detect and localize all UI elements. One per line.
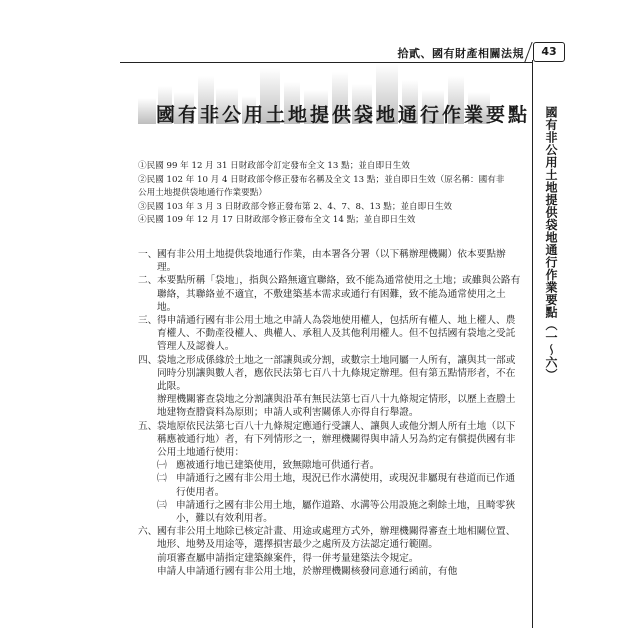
item-number: ㈢	[157, 499, 167, 511]
history-entry: ③民國 103 年 3 月 3 日財政部令修正發布第 2、4、7、8、13 點；並自即日生效	[138, 201, 453, 212]
article-paragraph: 前項審查屬申請指定建築線案件，得一併考量建築法令規定。	[157, 552, 419, 564]
article-item	[157, 499, 522, 525]
article	[138, 525, 522, 578]
article-number: 二、	[138, 275, 158, 287]
article-text: 國有非公用土地除已核定計畫、用途或處理方式外，辦理機關得審查土地相關位置、地形、地勢及用途等，選擇損害最少之處所及方法認定通行範圍。	[157, 526, 516, 551]
article-text: 本要點所稱「袋地」，指與公路無適宜聯絡，致不能為通常使用之土地；或雖與公路有聯絡，其聯絡並不適宜，不敷建築基本需求或通行有困難，致不能為通常使用之土地。	[157, 275, 521, 313]
article-text: 國有非公用土地提供袋地通行作業，由本署各分署（以下稱辦理機關）依本要點辦理。	[157, 249, 506, 274]
amendment-history	[138, 160, 512, 228]
article-number: 五、	[138, 420, 158, 432]
article-text: 袋地之形成係緣於土地之一部讓與或分割，或數宗土地同屬一人所有，讓與其一部或同時分別讓與數人者，應依民法第七百八十九條規定辦理。但有第五點情形者，不在此限。	[157, 354, 516, 393]
item-text: 應被通行地已建築使用，致無隙地可供通行者。	[176, 460, 380, 472]
article-paragraph: 辦理機關審查袋地之分割讓與沿革有無民法第七百八十九條規定情形，以歷上查謄土地建物查謄資料為原則；申請人或利害關係人亦得自行舉證。	[157, 394, 516, 419]
article	[138, 420, 522, 526]
article-number: 六、	[138, 526, 158, 538]
article	[138, 248, 522, 274]
article-text: 袋地原依民法第七百八十九條規定應通行受讓人、讓與人或他分割人所有土地（以下稱應被通行地）者，有下列情形之一，辦理機關得與申請人另為約定有償提供國有非公用土地通行使用：	[157, 420, 516, 459]
article-number: 三、	[138, 315, 158, 327]
article	[138, 354, 522, 420]
article-item	[157, 459, 522, 472]
article	[138, 314, 522, 354]
vertical-side-title: 國有非公用土地提供袋地通行作業要點（一～六）	[544, 106, 558, 381]
article-number: 一、	[138, 249, 158, 260]
article-paragraph: 申請人申請通行國有非公用土地，於辦理機關核發同意通行函前，有他	[157, 565, 458, 577]
history-entry: ④民國 109 年 12 月 17 日財政部令修正發布全文 14 點；並自即日生效	[138, 215, 416, 225]
history-entry: ①民國 99 年 12 月 31 日財政部令訂定發布全文 13 點；並自即日生效	[138, 161, 410, 171]
page-number: 43	[533, 42, 565, 62]
running-title: 拾貳、國有財產相關法規	[397, 47, 524, 60]
article-item	[157, 472, 522, 498]
item-number: ㈠	[157, 460, 167, 472]
article-number: 四、	[138, 354, 158, 366]
item-number: ㈡	[157, 473, 167, 485]
history-entry: ②民國 102 年 10 月 4 日財政部令修正發布名稱及全文 13 點；並自即日生效（原名稱：國有非公用土地提供袋地通行作業要點）	[138, 174, 505, 198]
page-title: 國有非公用土地提供袋地通行作業要點	[156, 104, 531, 126]
articles	[138, 248, 522, 578]
article	[138, 274, 522, 314]
item-text: 申請通行之國有非公用土地，現況已作水溝使用，或現況非屬現有巷道而已作通行使用者。	[176, 473, 516, 498]
article-text: 得申請通行國有非公用土地之申請人為袋地使用權人，包括所有權人、地上權人、農育權人、不動產役權人、典權人、承租人及其他利用權人。但不包括國有袋地之受託管理人及認養人。	[157, 315, 516, 353]
item-text: 申請通行之國有非公用土地，屬作道路、水溝等公用設施之剩餘土地，且畸零狹小，難以有效利用者。	[176, 499, 516, 525]
running-header	[120, 44, 532, 64]
